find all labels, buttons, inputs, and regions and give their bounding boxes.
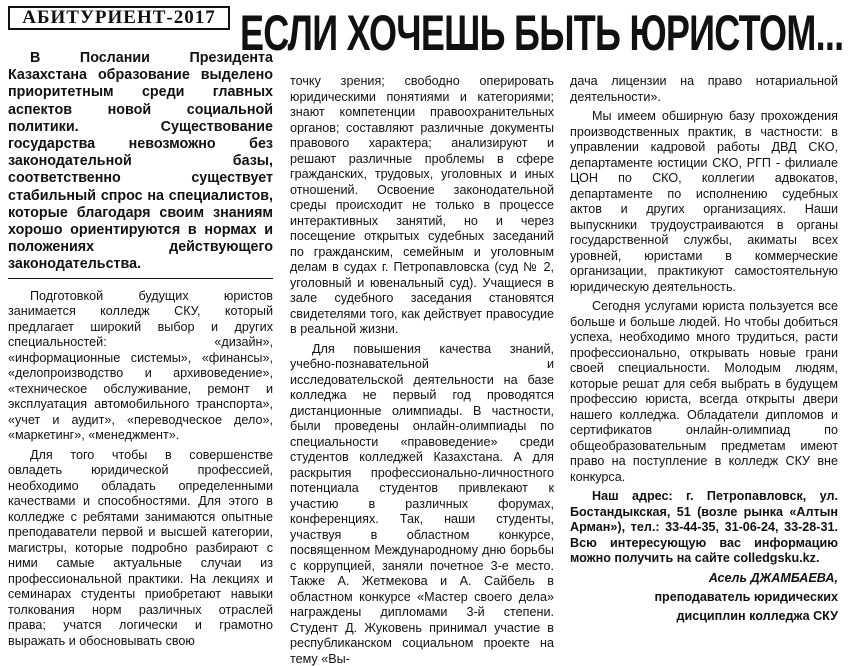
rubric-label: АБИТУРИЕНТ-2017 (8, 6, 230, 30)
column-3 (570, 74, 838, 624)
col2-paragraph-2: Для повышения качества знаний, учебно-познавательной и исследовательской деятельности на базе колледжа не первый год проводятся дистанционные олимпиады. В частности, были проведены онлайн-олимпиады по специальности «правоведение» среди студентов колледжей Казахстана. А для раскрытия профессионально-личностного потенциала студентов привлекают к участию в различных форумах, конференциях. Так, наши студенты, участвуя в областном конкурсе, посвященном Международному дню борьбы с коррупцией, заняли почетное 3-е место. Также А. Жетмекова и А. Сайбель в областном конкурсе «Мастер своего дела» награждены дипломами 3-й степени. Студент Д. Жуковень принимал участие в республиканском социальном проекте на тему «Вы- (290, 341, 554, 666)
author-name: Асель ДЖАМБАЕВА, (708, 570, 838, 585)
col3-paragraph-1: дача лицензии на право нотариальной деятельности». (570, 74, 838, 104)
column-1 (8, 50, 273, 649)
lead-paragraph: В Послании Президента Казахстана образование выделено приоритетным среди главных аспектов новой социальной политики. Существование государства невозможно без законодательной базы, соответственно существует стабильный спрос на специалистов, которые благодаря своим знаниям хорошо ориентируются в нормах и положениях действующего законодательства. (8, 50, 273, 273)
lead-divider (8, 278, 273, 279)
author-role-line-1: преподаватель юридических (654, 590, 838, 604)
col3-paragraph-3: Сегодня услугами юриста пользуется все больше и больше людей. Но чтобы добиться успеха, необходимо много трудиться, расти профессионально, открывать новые грани своей специальности. Молодым людям, которые решат для себя выбрать в будущем профессию юриста, всегда открыты двери нашего колледжа. Обладатели дипломов и сертификатов онлайн-олимпиад по общеобразовательным предметам имеют право на поступление в колледж СКУ вне конкурса. (570, 299, 838, 484)
contact-address: Наш адрес: г. Петропавловск, ул. Бостандыкская, 51 (возле рынка «Алтын Арман»), тел.: 33-44-35, 31-06-24, 33-28-31. Всю интересующую вас информацию можно получить на сайте colledgsku.kz. (570, 489, 838, 565)
col1-paragraph-2: Для того чтобы в совершенстве овладеть юридической профессией, необходимо обладать определенными качествами и способностями. Для этого в колледже с ребятами занимаются опытные преподаватели первой и высшей категории, магистры, которые подробно разбирают с ними самые актуальные случаи из профессиональной практики. На лекциях и семинарах студенты приобретают навыки толкования норм различных отраслей права; учатся логически и грамотно выражать и обосновывать свою (8, 447, 273, 648)
col3-paragraph-2: Мы имеем обширную базу прохождения производственных практик, в частности: в управлении кадровой работы ДВД СКО, департаменте юстиции СКО, РГП - филиале ЦОН по СКО, коллегии адвокатов, департаменте по исполнению судебных актов и других организациях. Наши выпускники трудоустраиваются в органы государственной службы, акиматы всех уровней, юристами в коммерческие организации, практикуют самостоятельную юридическую деятельность. (570, 109, 838, 294)
author-role-line-2: дисциплин колледжа СКУ (676, 609, 838, 623)
col1-paragraph-1: Подготовкой будущих юристов занимается колледж СКУ, который предлагает широкий выбор и других специальностей: «дизайн», «информационные системы», «финансы», «делопроизводство и архивоведение», «техническое обслуживание, ремонт и эксплуатация автомобильного транспорта», «учет и аудит», «переводческое дело», «маркетинг», «менеджмент». (8, 288, 273, 443)
column-2 (290, 74, 554, 666)
col2-paragraph-1: точку зрения; свободно оперировать юридическими понятиями и категориями; знают компетенции правоохранительных органов; составляют различные документы правового характера; анализируют и решают различные проблемы в сфере гражданских, трудовых, уголовных и иных отношений. Освоение законодательной среды происходит не только в процессе интерактивных занятий, но и через посещение открытых судебных заседаний по гражданским, семейным и уголовным делам в судах г. Петропавловска (суд № 2, уголовный и ювенальный суд). Учащиеся в зале судебного заседания становятся свидетелями того, как действует правосудие в реальной жизни. (290, 74, 554, 336)
article-headline: ЕСЛИ ХОЧЕШЬ БЫТЬ ЮРИСТОМ... (240, 5, 844, 61)
